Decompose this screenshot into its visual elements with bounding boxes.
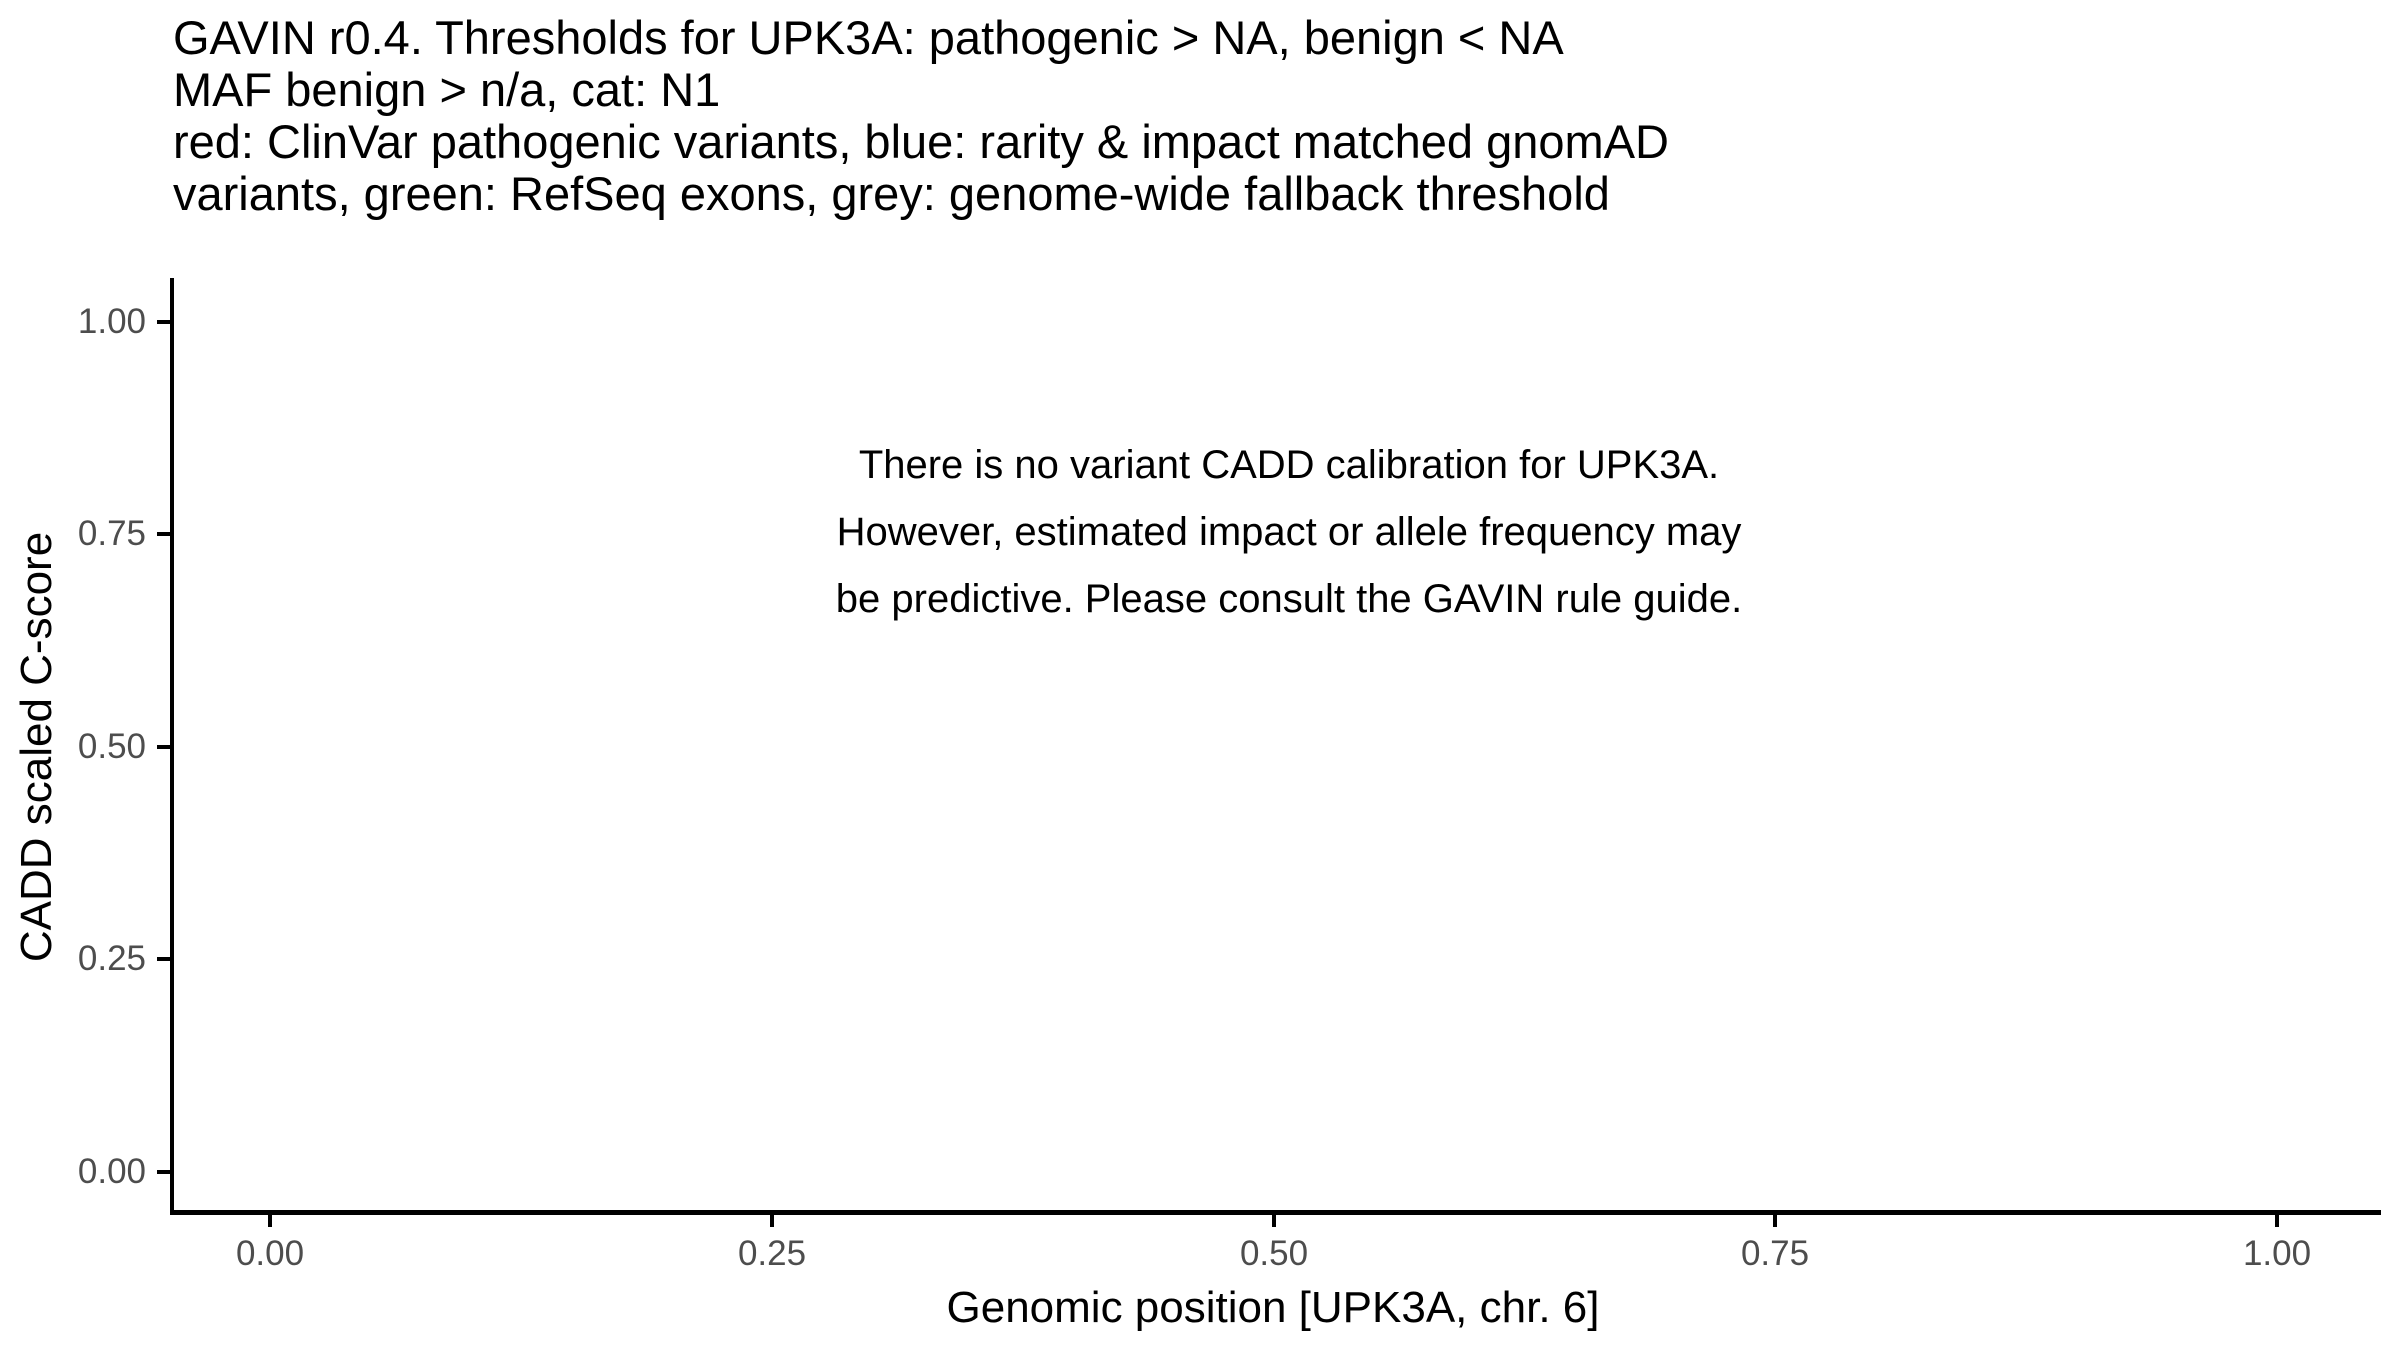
y-tick-label-0.25: 0.25 bbox=[77, 939, 146, 978]
plot-title bbox=[173, 12, 1669, 220]
y-tick-mark-0.25 bbox=[157, 957, 170, 961]
x-tick-mark-0.75 bbox=[1773, 1215, 1777, 1227]
x-axis-title: Genomic position [UPK3A, chr. 6] bbox=[946, 1283, 1600, 1332]
x-tick-mark-1.00 bbox=[2275, 1215, 2279, 1227]
x-tick-label-0.25: 0.25 bbox=[737, 1234, 807, 1273]
x-tick-label-0.50: 0.50 bbox=[1239, 1234, 1309, 1273]
annotation-line-3: be predictive. Please consult the GAVIN rule guide. bbox=[835, 577, 1743, 621]
annotation-line-2: However, estimated impact or allele frequency may bbox=[836, 510, 1742, 554]
y-tick-mark-0.00 bbox=[157, 1170, 170, 1174]
y-tick-mark-1.00 bbox=[157, 320, 170, 324]
x-tick-label-0.75: 0.75 bbox=[1740, 1234, 1810, 1273]
y-tick-label-1.00: 1.00 bbox=[77, 302, 146, 341]
y-tick-mark-0.75 bbox=[157, 532, 170, 536]
x-tick-mark-0.25 bbox=[770, 1215, 774, 1227]
y-tick-label-0.75: 0.75 bbox=[77, 514, 146, 553]
no-calibration-annotation bbox=[689, 432, 1889, 633]
annotation-line-1: There is no variant CADD calibration for UPK3A. bbox=[858, 443, 1720, 487]
x-tick-label-1.00: 1.00 bbox=[2242, 1234, 2312, 1273]
plot-title-line-2: MAF benign > n/a, cat: N1 bbox=[173, 63, 721, 116]
x-tick-label-0.00: 0.00 bbox=[235, 1234, 305, 1273]
y-axis-title: CADD scaled C-score bbox=[12, 531, 61, 963]
y-tick-label-0.00: 0.00 bbox=[77, 1152, 146, 1191]
y-tick-label-0.50: 0.50 bbox=[77, 727, 146, 766]
plot-panel bbox=[170, 278, 2381, 1215]
plot-title-line-3: red: ClinVar pathogenic variants, blue: rarity & impact matched gnomAD bbox=[173, 115, 1669, 168]
plot-title-line-1: GAVIN r0.4. Thresholds for UPK3A: pathogenic > NA, benign < NA bbox=[173, 11, 1564, 64]
x-tick-mark-0.50 bbox=[1272, 1215, 1276, 1227]
x-tick-mark-0.00 bbox=[268, 1215, 272, 1227]
y-tick-mark-0.50 bbox=[157, 745, 170, 749]
plot-title-line-4: variants, green: RefSeq exons, grey: genome-wide fallback threshold bbox=[173, 167, 1610, 220]
